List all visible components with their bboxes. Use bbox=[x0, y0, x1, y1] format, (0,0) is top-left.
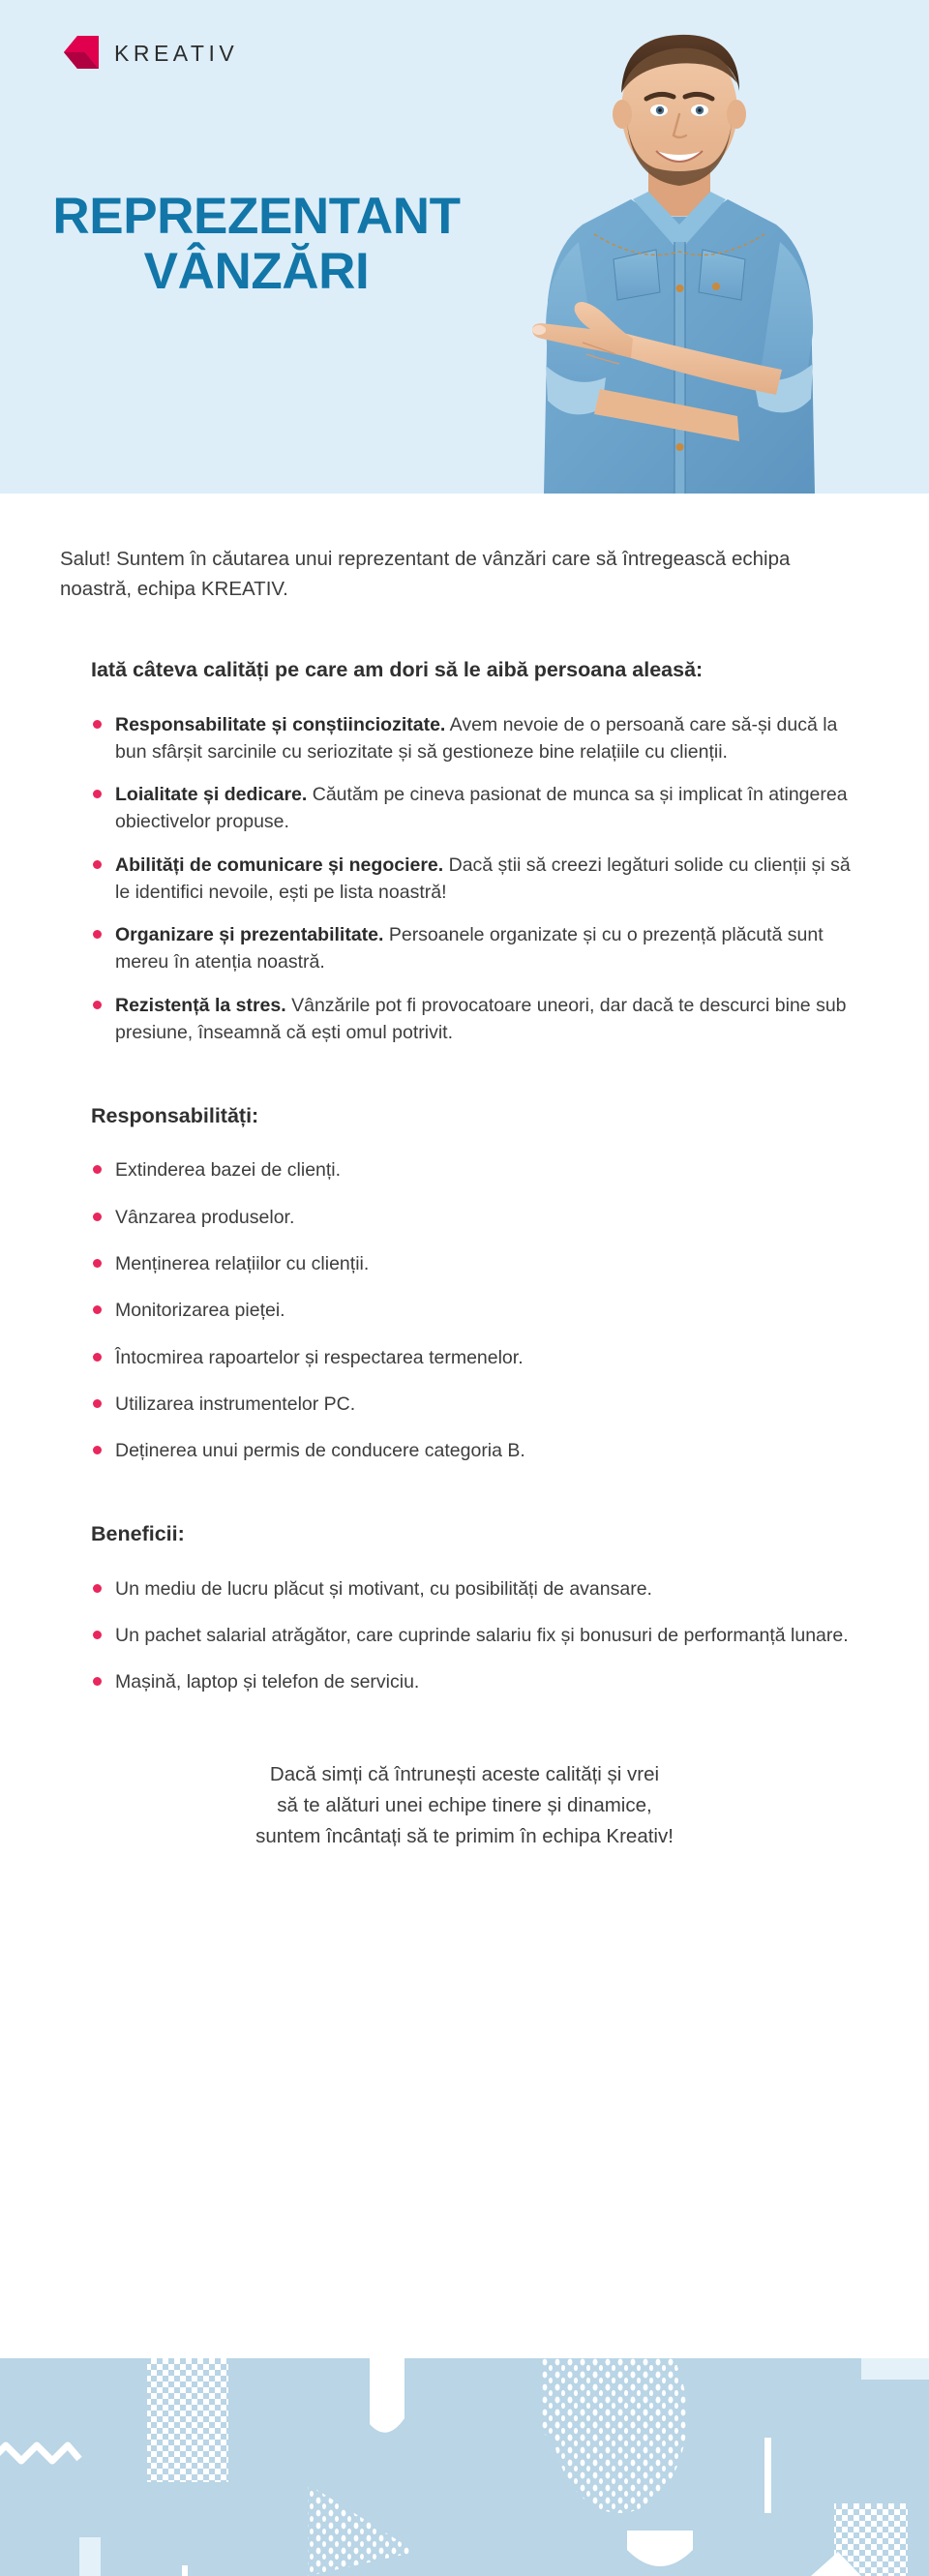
footer-decoration-band bbox=[0, 2358, 929, 2576]
arc-shape-top bbox=[370, 2358, 405, 2433]
quality-item bbox=[91, 781, 869, 836]
brand-logo bbox=[60, 32, 238, 75]
benefit-item: Mașină, laptop și telefon de serviciu. bbox=[91, 1668, 869, 1695]
job-posting-body bbox=[0, 494, 929, 1852]
quality-item-text: Avem nevoie de o persoană care să-și ducă la bun sfârșit sarcinile cu seriozitate și să gestioneze bine relațiile cu clienții. bbox=[115, 713, 838, 763]
quality-item-text: Vânzările pot fi provocatoare uneori, dar dacă te descurci bine sub presiune, înseamnă că ești omul potrivit. bbox=[115, 994, 847, 1043]
responsibilities-heading: Responsabilități: bbox=[91, 1104, 259, 1128]
quality-item-title: Loialitate și dedicare. bbox=[115, 784, 308, 806]
quality-item-title: Responsabilitate și conștiinciozitate. bbox=[115, 713, 446, 735]
title-line-1: REPREZENTANT bbox=[52, 188, 461, 245]
benefits-heading: Beneficii: bbox=[91, 1522, 185, 1546]
pale-square-top-right bbox=[861, 2358, 929, 2380]
benefit-item: Un mediu de lucru plăcut și motivant, cu posibilități de avansare. bbox=[91, 1575, 869, 1603]
responsibility-item: Utilizarea instrumentelor PC. bbox=[91, 1391, 869, 1418]
header-banner bbox=[0, 0, 929, 494]
closing-line-2: să te alături unei echipe tinere și dinamice, bbox=[277, 1794, 652, 1817]
footer-shapes bbox=[0, 2358, 929, 2576]
quality-item bbox=[91, 852, 869, 907]
quality-item bbox=[91, 921, 869, 976]
quality-item bbox=[91, 992, 869, 1047]
dome-shape-bottom bbox=[627, 2531, 693, 2566]
vertical-bar-shape bbox=[764, 2438, 771, 2513]
quality-item bbox=[91, 711, 869, 766]
quality-item-title: Rezistență la stres. bbox=[115, 994, 286, 1016]
quality-item-title: Organizare și prezentabilitate. bbox=[115, 924, 384, 946]
responsibilities-list bbox=[60, 1156, 869, 1464]
checker-square-left bbox=[147, 2358, 228, 2482]
benefits-list bbox=[60, 1575, 869, 1696]
responsibility-item: Monitorizarea pieței. bbox=[91, 1297, 869, 1324]
intro-paragraph: Salut! Suntem în căutarea unui reprezentant de vânzări care să întregească echipa noastră, echipa KREATIV. bbox=[60, 548, 791, 601]
qualities-list bbox=[60, 711, 869, 1047]
benefit-item: Un pachet salarial atrăgător, care cuprinde salariu fix și bonusuri de performanță lunare. bbox=[91, 1622, 869, 1649]
brand-name: KREATIV bbox=[114, 40, 239, 66]
responsibility-item: Întocmirea rapoartelor și respectarea termenelor. bbox=[91, 1344, 869, 1371]
hero-photo-man-pointing bbox=[486, 10, 873, 494]
closing-line-1: Dacă simți că întrunești aceste calități și vrei bbox=[269, 1763, 660, 1786]
quality-item-text: Căutăm pe cineva pasionat de munca sa și implicat în atingerea obiectivelor propuse. bbox=[115, 784, 848, 833]
closing-message bbox=[60, 1759, 869, 1851]
pale-square-lower-left bbox=[79, 2537, 101, 2576]
quality-item-title: Abilități de comunicare și negociere. bbox=[115, 854, 444, 876]
responsibility-item: Extinderea bazei de clienți. bbox=[91, 1156, 869, 1183]
tiny-bar-shape bbox=[182, 2565, 188, 2576]
closing-line-3: suntem încântați să te primim în echipa Kreativ! bbox=[255, 1824, 674, 1847]
page-title bbox=[0, 190, 513, 299]
title-line-2: VÂNZĂRI bbox=[143, 242, 370, 300]
zigzag-shape bbox=[0, 2445, 79, 2461]
responsibility-item: Menținerea relațiilor cu clienții. bbox=[91, 1250, 869, 1277]
responsibility-item: Vânzarea produselor. bbox=[91, 1204, 869, 1231]
quality-item-text: Dacă știi să creezi legături solide cu clienții și să le identifici nevoile, ești pe lista noastră! bbox=[115, 854, 851, 903]
responsibility-item: Deținerea unui permis de conducere categoria B. bbox=[91, 1437, 869, 1464]
quality-item-text: Persoanele organizate și cu o prezență plăcută sunt mereu în atenția noastră. bbox=[115, 924, 824, 973]
qualities-heading: Iată câteva calități pe care am dori să le aibă persoana aleasă: bbox=[91, 658, 704, 682]
chevron-logo-icon bbox=[60, 32, 103, 75]
